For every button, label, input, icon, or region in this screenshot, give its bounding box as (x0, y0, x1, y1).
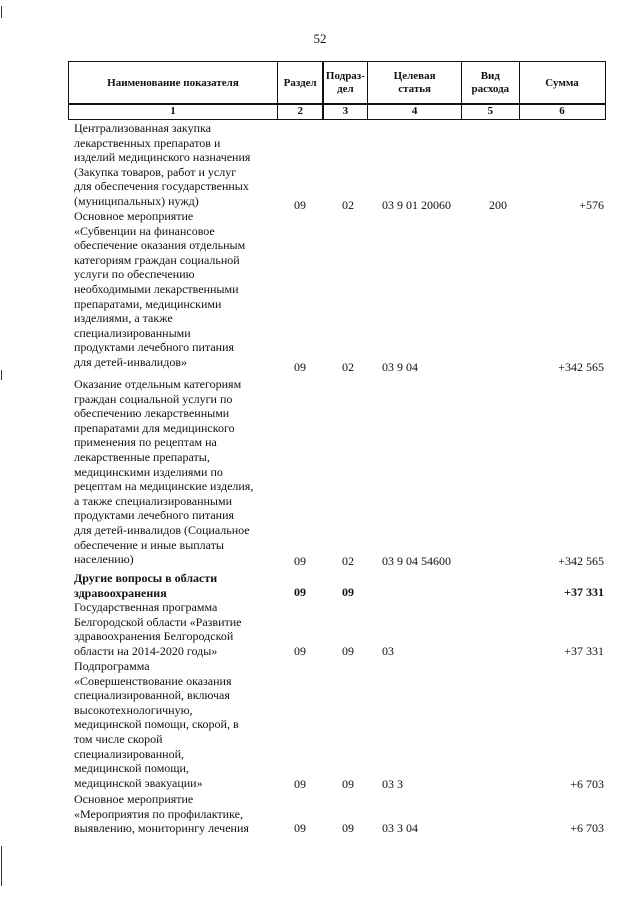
row-summa: +6 703 (570, 821, 604, 835)
row-summa: +6 703 (570, 777, 604, 791)
column-number: 3 (322, 103, 368, 120)
header-razdel: Раздел (277, 61, 324, 105)
row-podrazdel: 02 (342, 360, 354, 374)
column-number: 5 (461, 103, 520, 120)
row-statya: 03 9 04 54600 (382, 554, 451, 568)
row-podrazdel: 02 (342, 554, 354, 568)
row-podrazdel: 09 (342, 644, 354, 658)
row-podrazdel: 09 (342, 585, 354, 599)
row-name: Подпрограмма «Совершенствование оказания специализированной, включая высокотехнологичную, медицинской помощи, скорой, в том числе скорой специализированной, медицинской помощи, медицинской эвакуации» (74, 659, 239, 790)
header-podrazdel: Подраз- дел (322, 61, 368, 105)
column-number: 4 (367, 103, 462, 120)
column-number: 2 (277, 103, 324, 120)
row-podrazdel: 02 (342, 198, 354, 212)
row-razdel: 09 (294, 360, 306, 374)
column-number: 1 (68, 103, 278, 120)
row-razdel: 09 (294, 585, 306, 599)
row-podrazdel: 09 (342, 777, 354, 791)
row-razdel: 09 (294, 777, 306, 791)
row-statya: 03 3 04 (382, 821, 418, 835)
header-statya: Целевая статья (367, 61, 462, 105)
row-name: Централизованная закупка лекарственных препаратов и изделий медицинского назначения (Закупка товаров, работ и услуг для обеспечения государственных (муниципальных) нужд) (74, 121, 251, 208)
row-name: Другие вопросы в области здравоохранения (74, 571, 218, 600)
row-razdel: 09 (294, 644, 306, 658)
row-podrazdel: 09 (342, 821, 354, 835)
column-number: 6 (519, 103, 606, 120)
row-statya: 03 (382, 644, 394, 658)
header-name: Наименование показателя (68, 61, 278, 105)
row-vid: 200 (489, 198, 507, 212)
row-summa: +342 565 (558, 360, 604, 374)
row-summa: +342 565 (558, 554, 604, 568)
row-statya: 03 9 04 (382, 360, 418, 374)
header-summa: Сумма (519, 61, 606, 105)
row-name: Государственная программа Белгородской области «Развитие здравоохранения Белгородской области на 2014-2020 годы» (74, 600, 242, 658)
row-statya: 03 9 01 20060 (382, 198, 451, 212)
row-summa: +37 331 (564, 585, 604, 599)
row-name: Оказание отдельным категориям граждан социальной услуги по обеспечению лекарственными препаратами для медицинского применения по рецептам на лекарственные препараты, медицинскими изделиями по рецептам на медицинские изделия, а также специализированными продуктами лечебного питания для детей-инвалидов (Социальное обеспечение и иные выплаты населению) (74, 377, 254, 567)
row-name: Основное мероприятие «Субвенции на финансовое обеспечение оказания отдельным категориям граждан социальной услуги по обеспечению необходимыми лекарственными препаратами, медицинскими изделиями, а также специализированными продуктами лечебного питания для детей-инвалидов» (74, 209, 246, 369)
page-number: 52 (313, 31, 327, 46)
header-vid: Вид расхода (461, 61, 520, 105)
row-name: Основное мероприятие «Мероприятия по профилактике, выявлению, мониторингу лечения (74, 792, 249, 836)
row-razdel: 09 (294, 821, 306, 835)
row-summa: +576 (579, 198, 604, 212)
row-statya: 03 3 (382, 777, 403, 791)
row-razdel: 09 (294, 554, 306, 568)
row-summa: +37 331 (564, 644, 604, 658)
row-razdel: 09 (294, 198, 306, 212)
